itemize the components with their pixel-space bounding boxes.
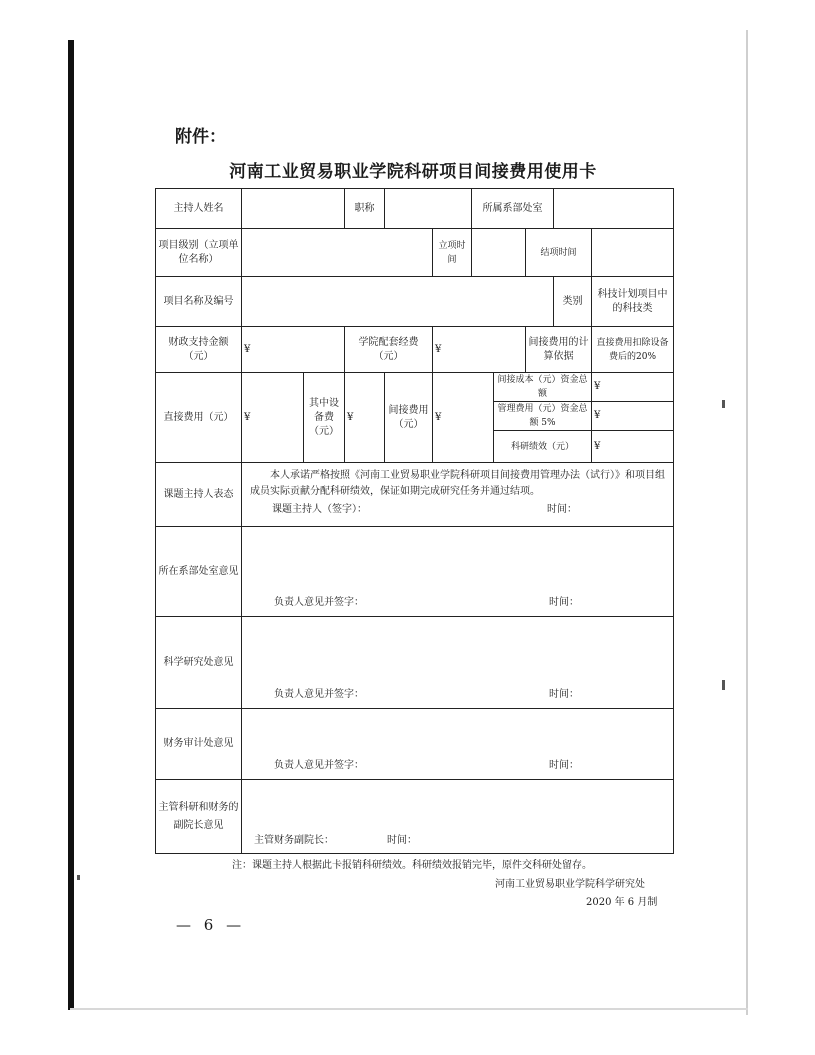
department-label: 所属系部处室 [472,189,554,229]
host-name-label: 主持人姓名 [156,189,242,229]
table-row [156,327,674,373]
start-time-value[interactable] [472,229,526,277]
job-title-label: 职称 [345,189,385,229]
host-name-value[interactable] [242,189,345,229]
vp-opinion-label: 主管科研和财务的副院长意见 [156,780,242,854]
college-fund-label: 学院配套经费（元） [345,327,433,373]
vp-sign-label: 主管财务副院长： [254,834,334,846]
footnote: 注：课题主持人根据此卡报销科研绩效。科研绩效报销完毕，原件交科研处留存。 [232,860,592,871]
table-row [156,373,674,402]
table-row [156,277,674,327]
vp-opinion-cell[interactable] [242,780,674,854]
table-row [156,189,674,229]
category-label: 类别 [554,277,592,327]
scan-speck [722,680,725,690]
direct-cost-label: 直接费用（元） [156,373,242,463]
pledge-label: 课题主持人表态 [156,463,242,527]
research-opinion-cell[interactable] [242,617,674,709]
table-row [156,617,674,709]
pledge-sign-row [250,502,665,518]
scan-bottom-edge [70,1008,748,1010]
table-row [156,527,674,617]
finance-opinion-cell[interactable] [242,709,674,780]
pledge-cell [242,463,674,527]
research-time-label: 时间： [549,688,579,700]
pledge-sign-label: 课题主持人（签字）： [272,504,367,515]
college-fund-value: ¥ [433,327,526,373]
calc-basis-value: 直接费用扣除设备费后的20% [592,327,674,373]
indirect-cost-value: ¥ [433,373,494,463]
indirect-total-label: 间接成本（元）资金总额 [494,373,592,402]
dept-opinion-cell[interactable] [242,527,674,617]
equipment-fee-value: ¥ [345,373,385,463]
scan-right-edge [746,30,748,1015]
page-number: — 6 — [176,916,246,934]
finance-time-label: 时间： [549,759,579,771]
finance-sign-label: 负责人意见并签字： [274,759,364,771]
category-value: 科技计划项目中的科技类 [592,277,674,327]
end-time-value[interactable] [592,229,674,277]
finance-opinion-label: 财务审计处意见 [156,709,242,780]
scan-left-edge [68,40,74,1010]
pledge-text: 本人承诺严格按照《河南工业贸易职业学院科研项目间接费用管理办法（试行）》和项目组成员实际贡献分配科研绩效，保证如期完成研究任务并通过结项。 [250,470,665,497]
project-name-label: 项目名称及编号 [156,277,242,327]
project-level-label: 项目级别（立项单位名称） [156,229,242,277]
indirect-total-value: ¥ [592,373,674,402]
scan-margin [0,0,70,1055]
dept-time-label: 时间： [549,596,579,608]
table-row [156,709,674,780]
end-time-label: 结项时间 [526,229,592,277]
pledge-time-label: 时间： [547,504,577,515]
dept-opinion-label: 所在系部处室意见 [156,527,242,617]
research-sign-label: 负责人意见并签字： [274,688,364,700]
performance-label: 科研绩效（元） [494,431,592,463]
dept-sign-label: 负责人意见并签字： [274,596,364,608]
management-fee-value: ¥ [592,402,674,431]
fiscal-amount-value: ¥ [242,327,345,373]
direct-cost-value: ¥ [242,373,304,463]
table-row [156,229,674,277]
calc-basis-label: 间接费用的计算依据 [526,327,592,373]
issue-date: 2020 年 6 月制 [586,897,658,908]
department-value[interactable] [554,189,674,229]
start-time-label: 立项时间 [433,229,472,277]
indirect-cost-label: 间接费用（元） [385,373,433,463]
attachment-label: 附件： [175,127,226,147]
scan-speck [77,875,80,880]
fiscal-amount-label: 财政支持金额（元） [156,327,242,373]
usage-card-table [155,188,674,854]
job-title-value[interactable] [385,189,472,229]
issuer: 河南工业贸易职业学院科学研究处 [495,879,645,890]
page-title: 河南工业贸易职业学院科研项目间接费用使用卡 [229,162,597,182]
vp-time-label: 时间： [387,834,417,846]
project-name-value[interactable] [242,277,554,327]
project-level-value[interactable] [242,229,433,277]
equipment-fee-label: 其中设备费（元） [304,373,345,463]
research-opinion-label: 科学研究处意见 [156,617,242,709]
management-fee-label: 管理费用（元）资金总额 5% [494,402,592,431]
performance-value: ¥ [592,431,674,463]
table-row [156,463,674,527]
scan-speck [722,400,725,408]
table-row [156,780,674,854]
